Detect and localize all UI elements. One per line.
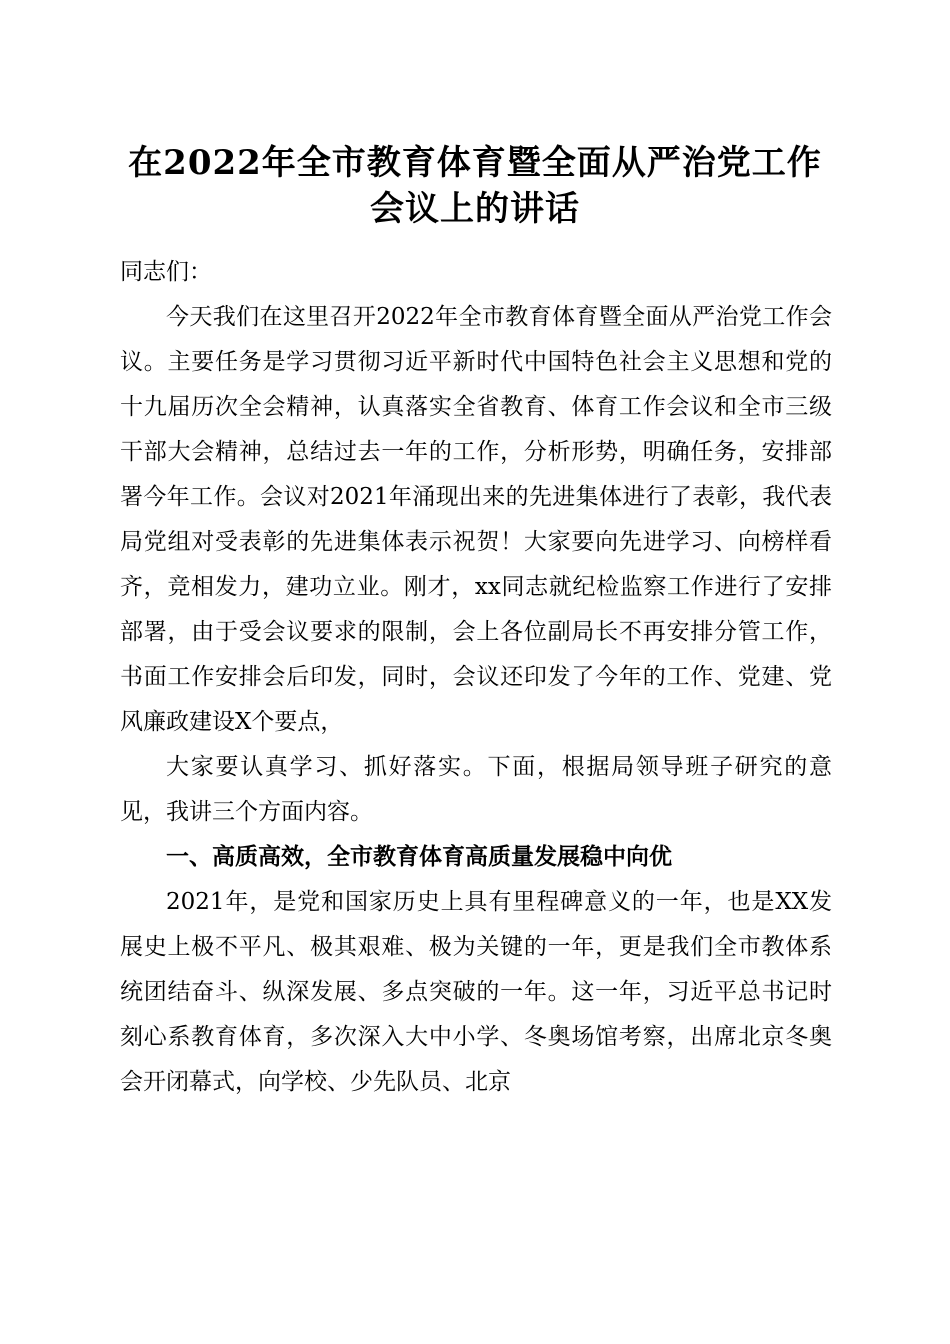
document-title-line-2: 会议上的讲话 <box>370 189 580 229</box>
paragraph-opening: 今天我们在这里召开2022年全市教育体育暨全面从严治党工作会议。主要任务是学习贯彻习近平新时代中国特色社会主义思想和党的十九届历次全会精神，认真落实全省教育、体育工作会议和全市三级干部大会精神，总结过去一年的工作，分析形势，明确任务，安排部署今年工作。会议对2021年涌现出来的先进集体进行了表彰，我代表局党组对受表彰的先进集体表示祝贺！大家要向先进学习、向榜样看齐，竞相发力，建功立业。刚才，xx同志就纪检监察工作进行了安排部署，由于受会议要求的限制，会上各位副局长不再安排分管工作，书面工作安排会后印发，同时，会议还印发了今年的工作、党建、党风廉政建设X个要点， <box>120 304 832 735</box>
document-body <box>120 250 832 1105</box>
paragraph-section-1: 2021年，是党和国家历史上具有里程碑意义的一年，也是XX发展史上极不平凡、极其艰难、极为关键的一年，更是我们全市教体系统团结奋斗、纵深发展、多点突破的一年。这一年，习近平总书记时刻心系教育体育，多次深入大中小学、冬奥场馆考察，出席北京冬奥会开闭幕式，向学校、少先队员、北京 <box>120 889 832 1095</box>
section-heading-1: 一、高质高效，全市教育体育高质量发展稳中向优 <box>166 844 672 870</box>
salutation: 同志们： <box>120 259 212 285</box>
paragraph-outline: 大家要认真学习、抓好落实。下面，根据局领导班子研究的意见，我讲三个方面内容。 <box>120 754 832 825</box>
document-title-line-1: 在2022年全市教育体育暨全面从严治党工作 <box>128 143 822 183</box>
